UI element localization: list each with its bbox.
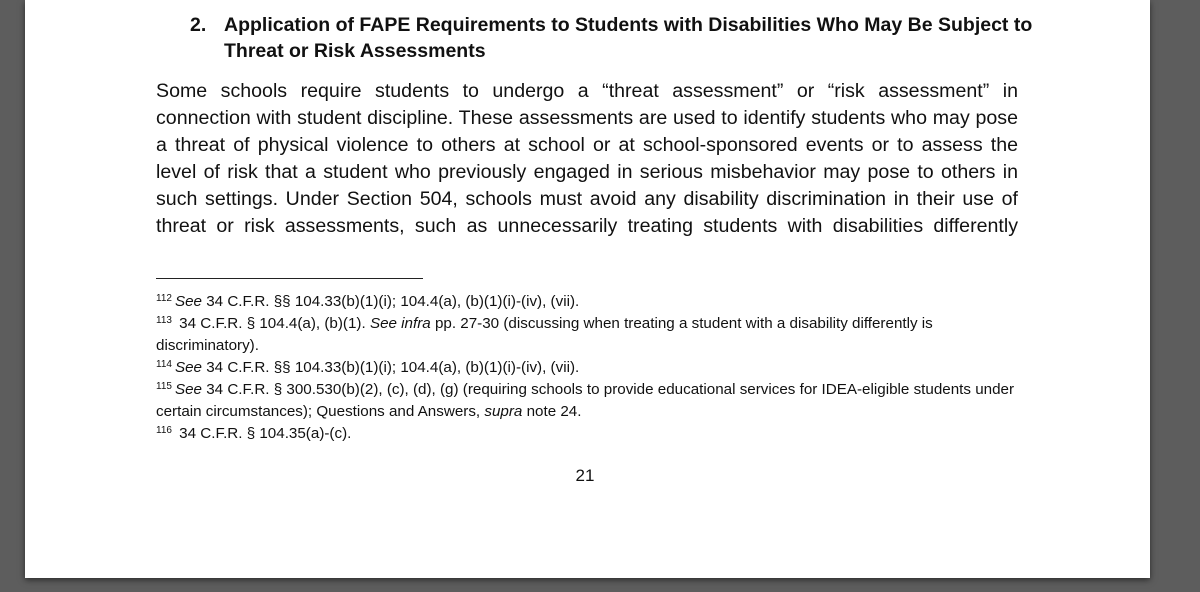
footnote-text: 34 C.F.R. §§ 104.33(b)(1)(i); 104.4(a), (b)(1)(i)-(iv), (vii).: [201, 359, 580, 376]
footnote-signal: See: [174, 293, 202, 310]
section-number: 2.: [190, 14, 207, 36]
section-title: Application of FAPE Requirements to Students with Disabilities Who May Be Subject to Threat or Risk Assessments: [224, 14, 1033, 62]
footnote-112: [156, 291, 1018, 313]
footnote-number: 113: [156, 315, 172, 326]
footnote-text: pp. 27-30 (discussing when treating a student with a disability differently is discriminatory).: [156, 315, 933, 354]
section-heading: [190, 12, 1050, 64]
footnote-signal: See: [174, 359, 202, 376]
footnote-114: [156, 357, 1018, 379]
document-page: [25, 0, 1150, 578]
body-paragraph: Some schools require students to undergo a “threat assessment” or “risk assessment” in connection with student discipline. These assessments are used to identify students who may pose a threat of physical violence to others at school or at school-sponsored events or to assess the level of risk that a student who previously engaged in serious misbehavior may pose to others in such settings. Under Section 504, schools must avoid any disability discrimination in their use of threat or risk assessments, such as unnecessarily treating students with disabilities differently: [156, 80, 1018, 237]
footnote-signal: See: [174, 381, 202, 398]
footnote-text: 34 C.F.R. §§ 104.33(b)(1)(i); 104.4(a), (b)(1)(i)-(iv), (vii).: [201, 293, 580, 310]
footnote-text: 34 C.F.R. § 300.530(b)(2), (c), (d), (g) (requiring schools to provide educational services for IDEA-eligible students under certain circumstances); Questions and Answers,: [156, 381, 1015, 420]
page-number: 21: [575, 466, 595, 485]
footnote-115: [156, 379, 1018, 423]
footnote-signal: supra: [484, 403, 523, 420]
footnote-text: 34 C.F.R. § 104.35(a)-(c).: [174, 425, 352, 442]
footnotes: [156, 291, 1018, 445]
footnote-number: 112: [156, 293, 172, 304]
footnote-text: note 24.: [522, 403, 582, 420]
footnote-separator: [156, 278, 423, 279]
footnote-signal: See infra: [369, 315, 431, 332]
footnote-113: [156, 313, 1018, 357]
footnote-116: [156, 423, 1018, 445]
footnote-number: 114: [156, 359, 172, 370]
footnote-text: 34 C.F.R. § 104.4(a), (b)(1).: [174, 315, 370, 332]
footnote-number: 115: [156, 381, 172, 392]
footnote-number: 116: [156, 425, 172, 436]
